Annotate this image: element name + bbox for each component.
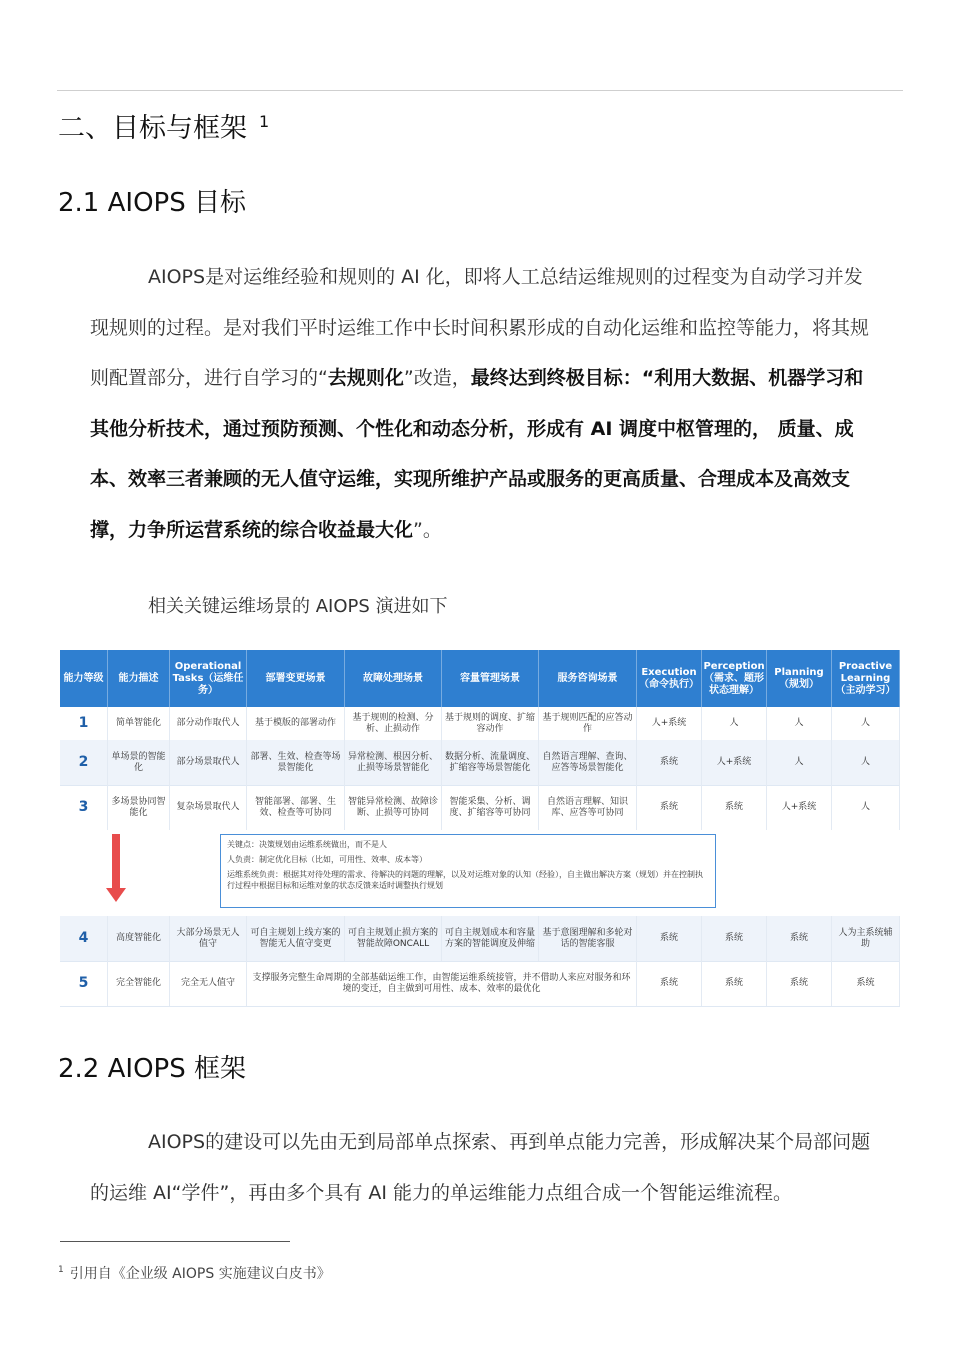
section-2-1-title: 2.1 AIOPS 目标 xyxy=(58,188,246,218)
header-cell: Execution（命令执行） xyxy=(637,650,702,707)
table-cell: 自然语言理解、知识库、应答等可协同 xyxy=(539,785,637,830)
table-cell: 人 xyxy=(832,785,900,830)
table-cell: 人 xyxy=(832,740,900,785)
section-2-2-title: 2.2 AIOPS 框架 xyxy=(58,1054,246,1084)
level-cell: 3 xyxy=(60,785,108,830)
table-cell: 数据分析、流量调度、扩缩容等场景智能化 xyxy=(442,740,539,785)
table-cell: 人+系统 xyxy=(637,707,702,740)
section-2-1-paragraph: AIOPS是对运维经验和规则的 AI 化，即将人工总结运维规则的过程变为自动学习并发现规则的过程。是对我们平时运维工作中长时间积累形成的自动化运维和监控等能力，将其规则配置部分，进行自学习的“去规则化”改造，最终达到终极目标：“利用大数据、机器学习和其他分析技术，通过预防预测、个性化和动态分析，形成有 AI 调度中枢管理的， 质量、成本、效率三者兼顾的无人值守运维，实现所维护产品或服务的更高质量、合理成本及高效支撑，力争所运营系统的综合收益最大化”。 xyxy=(90,266,870,541)
table-cell: 基于规则的检测、分析、止损动作 xyxy=(345,707,442,740)
table-cell: 智能异常检测、故障诊断、止损等可协同 xyxy=(345,785,442,830)
table-cell: 可自主规划上线方案的智能无人值守变更 xyxy=(247,916,345,961)
header-cell: Proactive Learning（主动学习） xyxy=(832,650,900,707)
table-cell: 人 xyxy=(767,707,832,740)
table-cell: 基于意图理解和多轮对话的智能客服 xyxy=(539,916,637,961)
down-arrow-head-icon xyxy=(106,888,126,902)
table-cell: 完全智能化 xyxy=(108,961,170,1006)
table-cell: 异常检测、根因分析、止损等场景智能化 xyxy=(345,740,442,785)
header-cell: 部署变更场景 xyxy=(247,650,345,707)
table-cell: 部分场景取代人 xyxy=(170,740,247,785)
table-cell: 基于规则匹配的应答动作 xyxy=(539,707,637,740)
table-cell: 智能采集、分析、调度、扩缩容等可协同 xyxy=(442,785,539,830)
table-cell: 基于规则的调度、扩缩容动作 xyxy=(442,707,539,740)
section-2-2-paragraph: AIOPS的建设可以先由无到局部单点探索、再到单点能力完善，形成解决某个局部问题的运维 AI“学件”，再由多个具有 AI 能力的单运维能力点组合成一个智能运维流程。 xyxy=(90,1131,871,1204)
table-row xyxy=(60,740,900,786)
table-cell: 复杂场景取代人 xyxy=(170,785,247,830)
footnote: $^1$ 引用自《企业级 AIOPS 实施建议白皮书》 xyxy=(58,1265,331,1282)
table-cell: 可自主规划成本和容量方案的智能调度及伸缩 xyxy=(442,916,539,961)
table-cell: 系统 xyxy=(702,961,767,1006)
header-cell: Operational Tasks（运维任务） xyxy=(170,650,247,707)
transition-section xyxy=(60,830,900,916)
chapter-heading: 二、目标与框架 $^1$ xyxy=(58,112,270,144)
footnote-rule xyxy=(60,1241,290,1242)
header-cell: 故障处理场景 xyxy=(345,650,442,707)
table-cell: 自然语言理解、查询、应答等场景智能化 xyxy=(539,740,637,785)
down-arrow-icon xyxy=(112,834,120,890)
table-cell: 人 xyxy=(767,740,832,785)
table-cell: 可自主规划止损方案的智能故障ONCALL xyxy=(345,916,442,961)
level-cell: 2 xyxy=(60,740,108,785)
table-cell: 部分动作取代人 xyxy=(170,707,247,740)
merged-scenario-cell: 支撑服务完整生命周期的全部基础运维工作，由智能运维系统接管，并不借助人来应对服务和环境的变迁，自主做到可用性、成本、效率的最优化 xyxy=(247,961,637,1006)
level-cell: 1 xyxy=(60,707,108,740)
table-row xyxy=(60,916,900,962)
table-cell: 人+系统 xyxy=(702,740,767,785)
table-cell: 人+系统 xyxy=(767,785,832,830)
table-cell: 系统 xyxy=(767,916,832,961)
table-cell: 系统 xyxy=(832,961,900,1006)
level-cell: 4 xyxy=(60,916,108,961)
header-cell: 服务咨询场景 xyxy=(539,650,637,707)
table-cell: 系统 xyxy=(637,740,702,785)
header-rule xyxy=(57,90,903,91)
header-cell: Perception（需求、题形状态理解） xyxy=(702,650,767,707)
table-cell: 多场景协同智能化 xyxy=(108,785,170,830)
note-line: 关键点：决策规划由运维系统做出，而不是人 xyxy=(227,840,387,849)
table-cell: 人 xyxy=(832,707,900,740)
table-row xyxy=(60,707,900,741)
table-cell: 智能部署、部署、生效、检查等可协同 xyxy=(247,785,345,830)
table-cell: 高度智能化 xyxy=(108,916,170,961)
header-cell: 能力描述 xyxy=(108,650,170,707)
table-cell: 基于模版的部署动作 xyxy=(247,707,345,740)
table-cell: 系统 xyxy=(637,916,702,961)
table-row xyxy=(60,785,900,831)
table-header xyxy=(60,650,900,707)
header-cell: 能力等级 xyxy=(60,650,108,707)
table-cell: 单场景的智能化 xyxy=(108,740,170,785)
table-cell: 简单智能化 xyxy=(108,707,170,740)
note-line: 人负责：制定优化目标（比如，可用性、效率、成本等） xyxy=(227,855,427,864)
footnote-ref[interactable]: 1 xyxy=(259,112,270,131)
header-cell: Planning（规划） xyxy=(767,650,832,707)
table-caption: 相关关键运维场景的 AIOPS 演进如下 xyxy=(148,596,448,617)
table-cell: 人 xyxy=(702,707,767,740)
table-cell: 人为主系统辅助 xyxy=(832,916,900,961)
table-row xyxy=(60,961,900,1007)
table-cell: 系统 xyxy=(637,961,702,1006)
table-cell: 系统 xyxy=(702,785,767,830)
level-cell: 5 xyxy=(60,961,108,1006)
table-cell: 系统 xyxy=(767,961,832,1006)
key-point-note xyxy=(220,834,716,908)
note-line: 运维系统负责：根据其对待处理的需求、待解决的问题的理解，以及对运维对象的认知（经验），自主做出解决方案（规划）并在控制执行过程中根据目标和运维对象的状态反馈来适时调整执行规划 xyxy=(227,870,703,890)
header-cell: 容量管理场景 xyxy=(442,650,539,707)
aiops-evolution-table xyxy=(60,650,900,1006)
table-cell: 系统 xyxy=(702,916,767,961)
table-cell: 大部分场景无人值守 xyxy=(170,916,247,961)
table-cell: 完全无人值守 xyxy=(170,961,247,1006)
table-cell: 部署、生效、检查等场景智能化 xyxy=(247,740,345,785)
table-cell: 系统 xyxy=(637,785,702,830)
